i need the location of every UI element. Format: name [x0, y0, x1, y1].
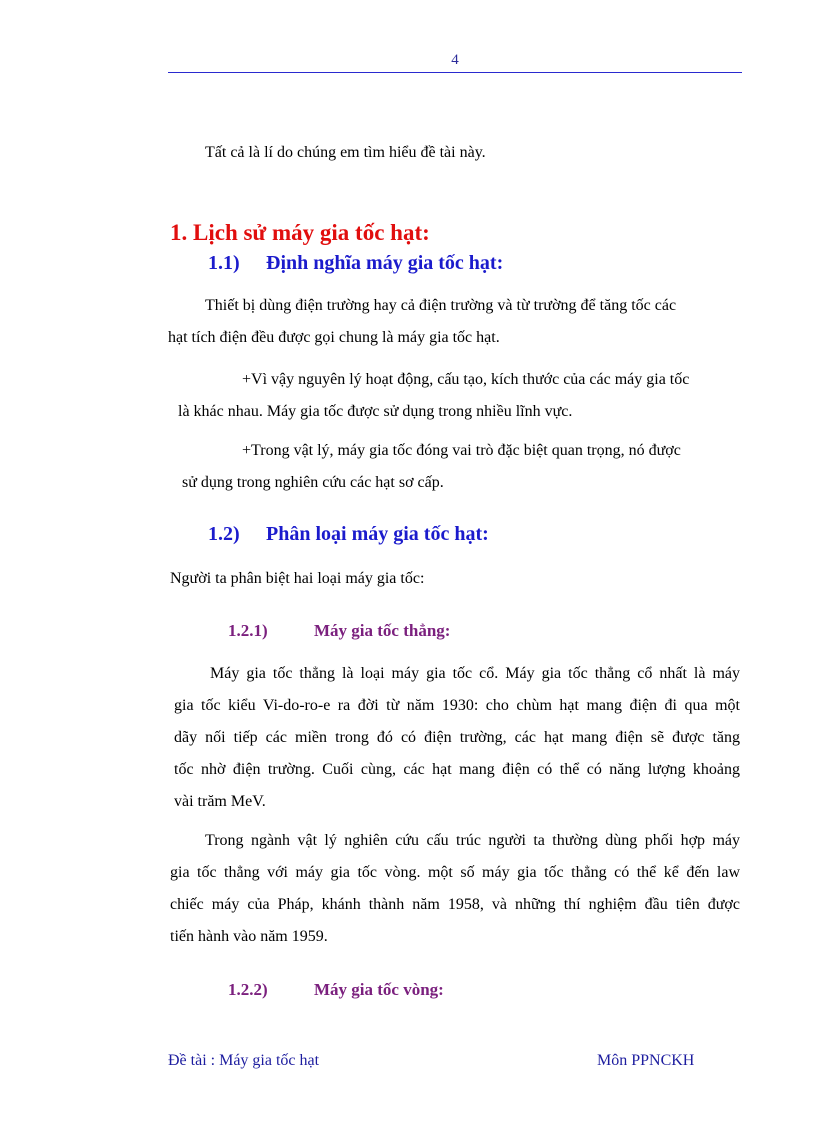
linear-line-1: Máy gia tốc thẳng là loại máy gia tốc cổ. Máy gia tốc thẳng cổ nhất là máy: [210, 665, 740, 682]
section-1-1-number: 1.1): [208, 252, 240, 274]
section-1-2-title: Phân loại máy gia tốc hạt:: [266, 523, 489, 545]
section-1-heading: 1. Lịch sử máy gia tốc hạt:: [170, 220, 430, 245]
section-1-2-1-heading: [228, 621, 450, 641]
linear-line-5: vài trăm MeV.: [174, 793, 266, 810]
section-1-2-2-number: 1.2.2): [228, 980, 268, 999]
section-1-1-heading: [208, 252, 503, 275]
section-1-2-2-heading: [228, 980, 444, 1000]
linear-line-2: gia tốc kiểu Vi-do-ro-e ra đời từ năm 1930: cho chùm hạt mang điện đi qua một: [174, 697, 740, 714]
bullet-paragraph-1: [178, 364, 740, 428]
section-1-2-number: 1.2): [208, 523, 240, 545]
linear-line-4: tốc nhờ điện trường. Cuối cùng, các hạt mang điện có thể có năng lượng khoảng: [174, 761, 740, 778]
section-1-1-title: Định nghĩa máy gia tốc hạt:: [266, 252, 504, 274]
section-1-2-1-number: 1.2.1): [228, 621, 268, 640]
linear-accelerator-paragraph: [174, 658, 740, 818]
page-number: 4: [451, 52, 459, 68]
definition-line-2: hạt tích điện đều được gọi chung là máy gia tốc hạt.: [168, 329, 500, 346]
classification-intro: Người ta phân biệt hai loại máy gia tốc:: [170, 570, 425, 587]
section-1-2-1-title: Máy gia tốc thẳng:: [314, 621, 451, 640]
section-1-2-heading: [208, 523, 489, 546]
definition-paragraph: [168, 290, 740, 354]
bullet-paragraph-2: [182, 435, 740, 499]
research-line-1: Trong ngành vật lý nghiên cứu cấu trúc người ta thường dùng phối hợp máy: [205, 832, 740, 849]
linear-line-3: dãy nối tiếp các miền trong đó có điện trường, các hạt mang điện sẽ được tăng: [174, 729, 740, 746]
bullet-1-line-1: +Vì vậy nguyên lý hoạt động, cấu tạo, kích thước của các máy gia tốc: [242, 371, 690, 388]
bullet-2-line-2: sử dụng trong nghiên cứu các hạt sơ cấp.: [182, 474, 444, 491]
intro-paragraph: Tất cả là lí do chúng em tìm hiểu đề tài này.: [205, 144, 486, 161]
header-rule: [168, 72, 742, 73]
bullet-2-line-1: +Trong vật lý, máy gia tốc đóng vai trò đặc biệt quan trọng, nó được: [242, 442, 681, 459]
research-paragraph: [170, 825, 740, 953]
bullet-1-line-2: là khác nhau. Máy gia tốc được sử dụng trong nhiều lĩnh vực.: [178, 403, 573, 420]
section-1-2-2-title: Máy gia tốc vòng:: [314, 980, 444, 999]
footer-course: Môn PPNCKH: [597, 1052, 695, 1069]
research-line-4: tiến hành vào năm 1959.: [170, 928, 328, 945]
definition-line-1: Thiết bị dùng điện trường hay cả điện trường và từ trường để tăng tốc các: [205, 297, 677, 314]
footer-topic: Đề tài : Máy gia tốc hạt: [168, 1052, 320, 1069]
research-line-3: chiếc máy của Pháp, khánh thành năm 1958, và những thí nghiệm đầu tiên được: [170, 896, 740, 913]
research-line-2: gia tốc thẳng với máy gia tốc vòng. một số máy gia tốc thẳng có thể kể đến law: [170, 864, 740, 881]
